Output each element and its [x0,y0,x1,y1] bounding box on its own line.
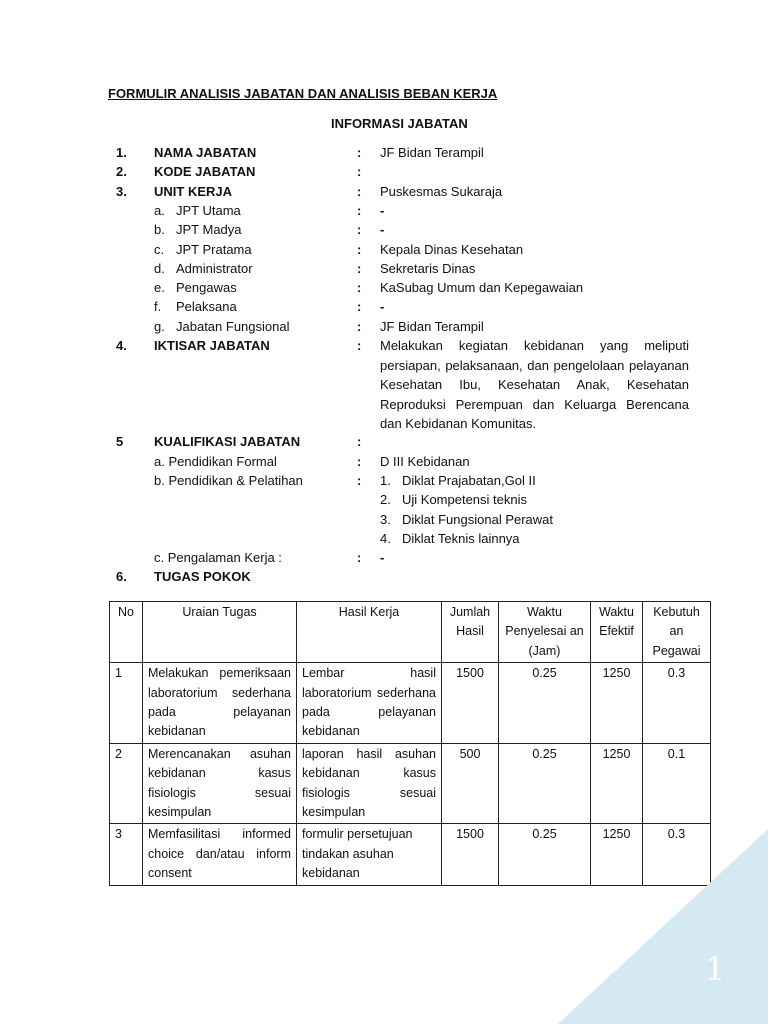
table-row [110,743,711,824]
cell-uraian: Melakukan pemeriksaan laboratorium sederhana pada pelayanan kebidanan [143,663,297,744]
colon: : [357,454,362,469]
item-number: 5 [116,434,124,449]
item-label: KUALIFIKASI JABATAN [154,434,301,449]
sub-letter: b. [154,222,165,237]
sub-letter: e. [154,280,165,295]
qual-label: a. Pendidikan Formal [154,454,277,469]
cell-kebutuhan: 0.3 [643,663,711,744]
sub-letter: a. [154,203,165,218]
list-number: 3. [380,512,391,527]
colon: : [357,145,362,160]
colon: : [357,338,362,353]
table-header-row [110,602,711,663]
cell-jumlah: 1500 [442,663,499,744]
sub-label: JPT Utama [176,203,241,218]
document-title: FORMULIR ANALISIS JABATAN DAN ANALISIS BEBAN KERJA [108,86,498,101]
training-item: Uji Kompetensi teknis [402,492,527,507]
training-item: Diklat Fungsional Perawat [402,512,554,527]
item-label: NAMA JABATAN [154,145,257,160]
item-number: 3. [116,184,127,199]
qual-value: D III Kebidanan [380,454,470,469]
colon: : [357,184,362,199]
cell-uraian: Memfasilitasi informed choice dan/atau inform consent [143,824,297,885]
sub-value: JF Bidan Terampil [380,319,484,334]
item-label: IKTISAR JABATAN [154,338,270,353]
sub-letter: f. [154,299,162,314]
corner-decoration [558,829,768,1024]
item-label: KODE JABATAN [154,164,256,179]
cell-waktu-efektif: 1250 [591,663,643,744]
header-uraian: Uraian Tugas [143,602,297,663]
sub-label: Pelaksana [176,299,237,314]
item-number: 6. [116,569,127,584]
table-row [110,663,711,744]
colon: : [357,164,362,179]
sub-label: Jabatan Fungsional [176,319,290,334]
header-jumlah: Jumlah Hasil [442,602,499,663]
sub-label: Administrator [176,261,253,276]
sub-letter: g. [154,319,165,334]
sub-value: KaSubag Umum dan Kepegawaian [380,280,584,295]
cell-kebutuhan: 0.3 [643,824,711,885]
colon: : [357,434,362,449]
qual-label: c. Pengalaman Kerja : [154,550,282,565]
training-item: Diklat Teknis lainnya [402,531,520,546]
header-hasil: Hasil Kerja [297,602,442,663]
sub-letter: d. [154,261,165,276]
header-waktu-efektif: Waktu Efektif [591,602,643,663]
cell-waktu-efektif: 1250 [591,824,643,885]
section-heading: INFORMASI JABATAN [331,116,468,131]
qual-value: - [380,550,385,565]
list-number: 4. [380,531,391,546]
header-kebutuhan: Kebutuh an Pegawai [643,602,711,663]
cell-waktu-penyelesaian: 0.25 [499,743,591,824]
sub-label: JPT Madya [176,222,242,237]
sub-value: Sekretaris Dinas [380,261,476,276]
cell-no: 1 [110,663,143,744]
item-number: 1. [116,145,127,160]
list-number: 2. [380,492,391,507]
training-item: Diklat Prajabatan,Gol II [402,473,536,488]
list-number: 1. [380,473,391,488]
colon: : [357,203,362,218]
colon: : [357,242,362,257]
cell-kebutuhan: 0.1 [643,743,711,824]
sub-value: - [380,222,385,237]
sub-value: - [380,299,385,314]
cell-hasil: Lembar hasil laboratorium sederhana pada pelayanan kebidanan [297,663,442,744]
cell-no: 2 [110,743,143,824]
cell-no: 3 [110,824,143,885]
sub-letter: c. [154,242,165,257]
colon: : [357,550,362,565]
corner-triangle [558,829,768,1024]
colon: : [357,319,362,334]
sub-value: - [380,203,385,218]
header-no: No [110,602,143,663]
cell-waktu-penyelesaian: 0.25 [499,663,591,744]
item-label: TUGAS POKOK [154,569,251,584]
qual-label: b. Pendidikan & Pelatihan [154,473,303,488]
item-value: Puskesmas Sukaraja [380,184,503,199]
colon: : [357,473,362,488]
item-number: 2. [116,164,127,179]
colon: : [357,261,362,276]
colon: : [357,222,362,237]
cell-jumlah: 1500 [442,824,499,885]
item-label: UNIT KERJA [154,184,233,199]
job-summary-text: Melakukan kegiatan kebidanan yang meliputi persiapan, pelaksanaan, dan pengelolaan pelayanan Kesehatan Ibu, Kesehatan Anak, Kesehatan Reproduksi Perempuan dan Keluarga Berencana dan Kebidanan Komunitas. [380,338,689,431]
cell-uraian: Merencanakan asuhan kebidanan kasus fisiologis sesuai kesimpulan [143,743,297,824]
cell-waktu-penyelesaian: 0.25 [499,824,591,885]
colon: : [357,299,362,314]
cell-hasil: formulir persetujuan tindakan asuhan kebidanan [297,824,442,885]
sub-value: Kepala Dinas Kesehatan [380,242,524,257]
item-value: JF Bidan Terampil [380,145,484,160]
header-waktu-penyelesaian: Waktu Penyelesai an (Jam) [499,602,591,663]
cell-waktu-efektif: 1250 [591,743,643,824]
page-number: 1 [705,950,726,988]
item-number: 4. [116,338,127,353]
sub-label: Pengawas [176,280,237,295]
sub-label: JPT Pratama [176,242,252,257]
colon: : [357,280,362,295]
cell-hasil: laporan hasil asuhan kebidanan kasus fisiologis sesuai kesimpulan [297,743,442,824]
cell-jumlah: 500 [442,743,499,824]
